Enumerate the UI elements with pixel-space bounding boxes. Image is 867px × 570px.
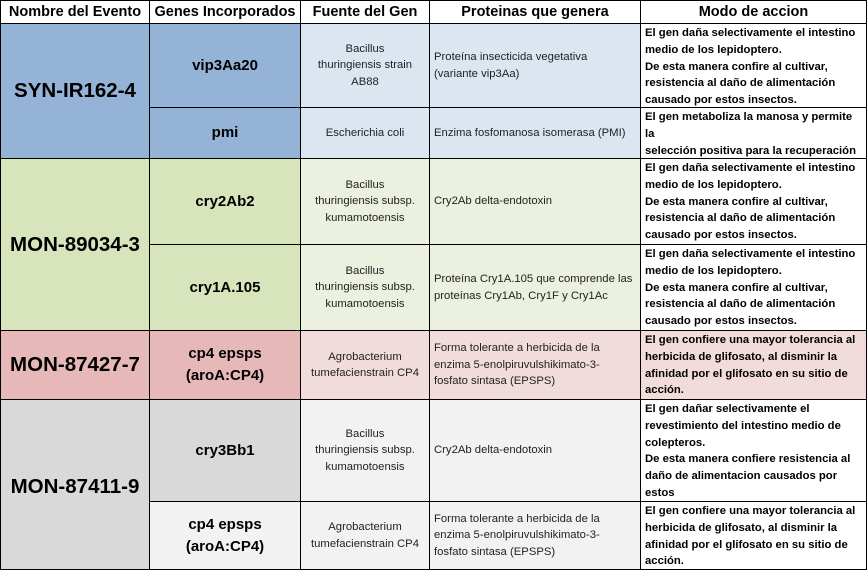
gene-source-cell [301, 245, 430, 331]
gene-source-cell [301, 400, 430, 502]
event-name-cell: SYN-IR162-4 [0, 24, 150, 159]
protein-cell [430, 245, 641, 331]
mode-line: El gen daña selectivamente el intestino [645, 27, 856, 39]
event-name-cell: MON-87411-9 [0, 400, 150, 570]
protein-line: proteínas Cry1Ab, Cry1F y Cry1Ac [434, 289, 608, 302]
mode-line: herbicida de glifosato, al disminir la [645, 350, 838, 363]
mode-of-action-cell [641, 245, 867, 331]
mode-of-action-cell [641, 331, 867, 400]
source-line: thuringiensis subsp. [315, 195, 415, 208]
mode-line: resistencia al daño de alimentación [645, 212, 836, 225]
mode-line: El gen daña selectivamente el intestino [645, 162, 856, 174]
mode-of-action-cell [641, 159, 867, 245]
event-name-cell: MON-87427-7 [0, 331, 150, 400]
source-line: tumefacienstrain CP4 [311, 367, 419, 379]
gene-cell [150, 502, 301, 570]
mode-of-action-cell [641, 24, 867, 108]
mode-line: causado por estos insectos. [645, 94, 797, 107]
source-line: thuringiensis subsp. [315, 444, 415, 457]
source-line: thuringiensis subsp. [315, 281, 415, 294]
protein-cell [430, 24, 641, 108]
mode-line: medio de los lepidoptero. [645, 264, 782, 277]
gene-name: cry1A.105 [189, 278, 261, 296]
mode-line: acción. [645, 555, 684, 568]
source-line: Agrobacterium [328, 521, 402, 533]
mode-line: resistencia al daño de alimentación [645, 77, 836, 90]
gene-name: cp4 epsps [188, 345, 262, 362]
mode-line: afinidad por el glifosato en su sitio de [645, 538, 848, 551]
source-line: tumefacienstrain CP4 [311, 537, 419, 550]
protein-line: (variante vip3Aa) [434, 67, 520, 80]
protein-cell [430, 400, 641, 502]
header-proteins: Proteinas que genera [430, 0, 641, 24]
mode-line: medio de los lepidoptero. [645, 178, 782, 191]
mode-line: El gen confiere una mayor tolerancia al [645, 334, 856, 346]
mode-line: acción. [645, 384, 684, 397]
source-line: Bacillus [345, 42, 385, 55]
protein-line: fosfato sintasa (EPSPS) [434, 375, 556, 388]
mode-of-action-cell [641, 502, 867, 570]
mode-line: causado por estos insectos. [645, 315, 797, 328]
gene-cell [150, 24, 301, 108]
source-line: Escherichia coli [325, 126, 405, 139]
protein-cell [430, 108, 641, 159]
gene-cell [150, 331, 301, 400]
source-line: Bacillus [345, 264, 385, 277]
source-line: kumamotoensis [325, 211, 405, 224]
header-gene-source: Fuente del Gen [301, 0, 430, 24]
gene-source-cell [301, 24, 430, 108]
event-name-cell: MON-89034-3 [0, 159, 150, 331]
gene-name: cry3Bb1 [195, 441, 255, 459]
mode-line: herbicida de glifosato, al disminir la [645, 521, 838, 534]
gene-name: cp4 epsps [188, 515, 262, 533]
protein-line: Proteína Cry1A.105 que comprende las [434, 273, 633, 285]
header-event-name: Nombre del Evento [0, 0, 150, 24]
mode-line: daño de alimentacion causados por estos [645, 470, 838, 499]
protein-line: fosfato sintasa (EPSPS) [434, 545, 556, 558]
protein-line: Forma tolerante a herbicida de la [434, 342, 600, 355]
gene-name: (aroA:CP4) [185, 367, 265, 384]
gene-source-cell [301, 502, 430, 570]
gene-cell [150, 159, 301, 245]
mode-line: De esta manera confire al cultivar, [645, 195, 828, 208]
source-line: Bacillus [345, 178, 385, 191]
gene-name: (aroA:CP4) [185, 537, 265, 555]
mode-of-action-cell [641, 108, 867, 159]
gene-source-cell [301, 108, 430, 159]
mode-line: De esta manera confire al cultivar, [645, 281, 828, 294]
mode-line: causado por estos insectos. [645, 229, 797, 242]
gene-cell [150, 400, 301, 502]
mode-line: medio de los lepidoptero. [645, 43, 782, 56]
protein-line: Cry2Ab delta-endotoxin [434, 195, 553, 208]
protein-line: Enzima fosfomanosa isomerasa (PMI) [434, 126, 626, 139]
protein-cell [430, 331, 641, 400]
protein-line: Proteína insecticida vegetativa [434, 51, 588, 63]
header-mode-of-action: Modo de accion [641, 0, 867, 24]
source-line: kumamotoensis [325, 297, 405, 310]
mode-line: El gen dañar selectivamente el [645, 403, 810, 415]
mode-of-action-cell [641, 400, 867, 502]
header-genes: Genes Incorporados [150, 0, 301, 24]
protein-line: enzima 5-enolpiruvulshikimato-3- [434, 358, 600, 371]
gene-cell [150, 108, 301, 159]
protein-cell [430, 502, 641, 570]
source-line: Bacillus [345, 427, 385, 440]
protein-cell [430, 159, 641, 245]
source-line: Agrobacterium [328, 350, 402, 363]
source-line: kumamotoensis [325, 460, 405, 473]
mode-line: El gen confiere una mayor tolerancia al [645, 505, 856, 517]
mode-line: El gen daña selectivamente el intestino [645, 248, 856, 260]
source-line: AB88 [351, 75, 379, 88]
mode-line: resistencia al daño de alimentación [645, 298, 836, 311]
mode-line: selección positiva para la recuperación [645, 144, 856, 157]
gene-source-cell [301, 159, 430, 245]
protein-line: Forma tolerante a herbicida de la [434, 512, 600, 525]
mode-line: afinidad por el glifosato en su sitio de [645, 367, 848, 380]
mode-line: colepteros. [645, 436, 706, 449]
protein-line: enzima 5-enolpiruvulshikimato-3- [434, 529, 600, 542]
protein-line: Cry2Ab delta-endotoxin [434, 444, 553, 457]
mode-line: revestimiento del intestino medio de [645, 419, 841, 432]
source-line: thuringiensis strain [317, 59, 413, 72]
gene-name: vip3Aa20 [192, 56, 258, 74]
gene-cell [150, 245, 301, 331]
mode-line: De esta manera confiere resistencia al [645, 453, 851, 466]
gene-name: cry2Ab2 [195, 192, 255, 210]
gene-name: pmi [211, 124, 239, 141]
mode-line: El gen metaboliza la manosa y permite la [645, 111, 853, 140]
mode-line: De esta manera confire al cultivar, [645, 60, 828, 73]
gene-source-cell [301, 331, 430, 400]
